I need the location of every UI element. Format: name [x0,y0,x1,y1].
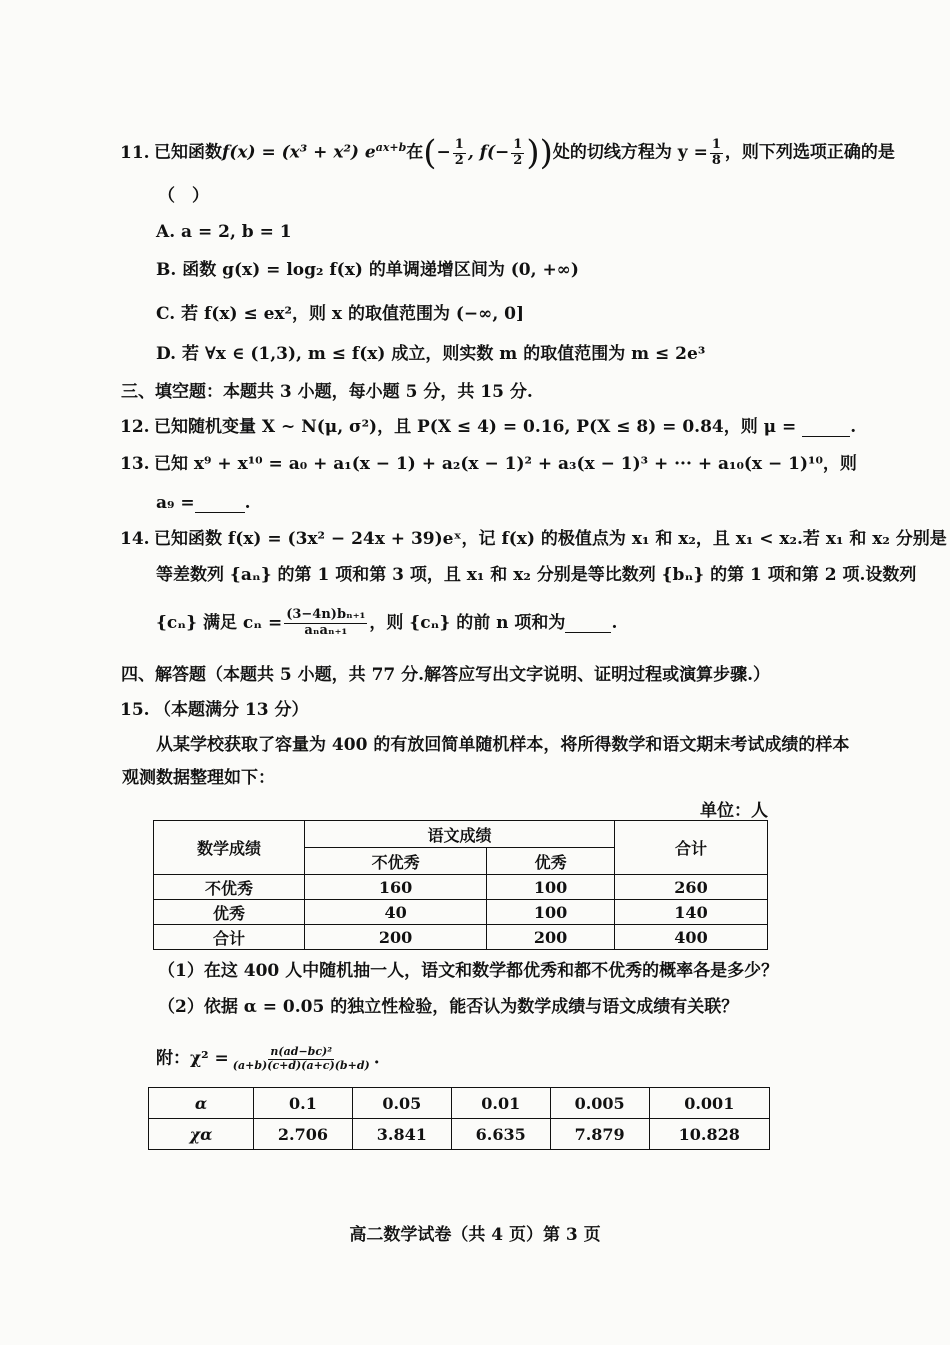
q14-line3-post: ，则 {cₙ} 的前 n 项和为 [369,612,566,633]
q12 [120,419,856,437]
table-cell: 200 [305,925,487,950]
q14-end: . [611,612,618,633]
q14-line2: 等差数列 {aₙ} 的第 1 项和第 3 项，且 x₁ 和 x₂ 分别是等比数列 {bₙ} 的第 1 项和第 2 项.设数列 [156,565,917,585]
q11-point-fy-fraction [511,138,524,169]
q15-sub-question-1: （1）在这 400 人中随机抽一人，语文和数学都优秀和都不优秀的概率各是多少？ [158,961,779,981]
chi-square-formula [156,1046,380,1072]
q15-paragraph-2: 观测数据整理如下： [122,768,275,788]
header-total: 合计 [615,821,768,875]
q11-stem [120,133,895,173]
table-cell: 140 [615,900,768,925]
table-cell: 0.01 [451,1088,550,1119]
q14-answer-blank[interactable] [565,615,611,633]
q13-end: . [244,493,251,513]
table-cell: 160 [305,875,487,900]
table-cell: 7.879 [550,1119,649,1150]
q11-point-x-num: 1 [454,136,464,152]
q11-at: 在 [406,142,424,163]
table-cell: 3.841 [352,1119,451,1150]
q12-number: 12. [120,417,150,437]
table-cell: 0.001 [649,1088,769,1119]
contingency-table [153,820,768,950]
q15-sub-question-2: （2）依据 α = 0.05 的独立性检验，能否认为数学成绩与语文成绩有关联？ [158,997,739,1017]
q14-cn-fraction [284,608,367,639]
q11-tangent-den: 8 [711,152,721,168]
table-cell: 400 [615,925,768,950]
q11-point-mid: , f(− [467,142,510,163]
q12-end: . [850,417,857,437]
q13-number: 13. [120,454,150,474]
q12-text: 已知随机变量 X ~ N(μ, σ²)，且 P(X ≤ 4) = 0.16, P(X ≤ 8) = 0.84，则 μ = [154,417,797,437]
subheader-not-excellent: 不优秀 [305,848,487,875]
q13 [120,456,857,473]
q11-point-x-sign: − [436,142,451,163]
q11-point-fy-num: 1 [513,136,523,152]
chi-label: χα [149,1119,254,1150]
q14-line3-pre: {cₙ} 满足 cₙ = [156,612,283,633]
table-cell: 0.1 [254,1088,353,1119]
q12-answer-blank[interactable] [802,419,850,437]
q13-text: 已知 x⁹ + x¹⁰ = a₀ + a₁(x − 1) + a₂(x − 1)² + a₃(x − 1)³ + ··· + a₁₀(x − 1)¹⁰，则 [154,454,857,474]
q11-exponent: ax+b [375,140,407,154]
q11-stem-pre: 已知函数 [154,142,222,163]
page-footer: 高二数学试卷（共 4 页）第 3 页 [349,1225,601,1245]
alpha-label: α [149,1088,254,1119]
q11-option-c: C. 若 f(x) ≤ ex²，则 x 的取值范围为 (−∞, 0] [156,304,525,324]
q11-tangent-text: 处的切线方程为 y = [552,142,708,163]
section-4-heading: 四、解答题（本题共 5 小题，共 77 分.解答应写出文字说明、证明过程或演算步骤.） [121,665,770,685]
row-label: 不优秀 [154,875,305,900]
formula-den: (a+b)(c+d)(a+c)(b+d) [232,1058,370,1072]
table-row [154,875,768,900]
chi-row [149,1119,770,1150]
q14-line1-text: 已知函数 f(x) = (3x² − 24x + 39)eˣ，记 f(x) 的极值点为 x₁ 和 x₂，且 x₁ < x₂.若 x₁ 和 x₂ 分别是 [154,529,947,549]
q13-line2 [156,495,251,513]
table-cell: 6.635 [451,1119,550,1150]
q11-number: 11. [120,142,150,163]
formula-num: n(ad−bc)² [270,1045,333,1058]
q15-points: （本题满分 13 分） [154,700,309,720]
q11-function: f(x) = (x³ + x²) e [222,142,376,163]
q15-paragraph-1: 从某学校获取了容量为 400 的有放回简单随机样本，将所得数学和语文期末考试成绩的样本 [156,735,850,755]
alpha-row [149,1088,770,1119]
q11-option-b: B. 函数 g(x) = log₂ f(x) 的单调递增区间为 (0, +∞) [156,260,579,280]
row-label: 优秀 [154,900,305,925]
q11-point-close: )) [526,133,553,173]
chi-square-critical-table [148,1087,770,1150]
table-cell: 260 [615,875,768,900]
header-math-score: 数学成绩 [154,821,305,875]
q11-point-fy-den: 2 [513,152,523,168]
row-label: 合计 [154,925,305,950]
q11-tangent-fraction [710,138,723,169]
subheader-excellent: 优秀 [487,848,615,875]
table-cell: 0.005 [550,1088,649,1119]
q14-line1 [120,531,947,548]
table-cell: 10.828 [649,1119,769,1150]
table-cell: 100 [487,875,615,900]
q15-header [120,702,309,719]
q11-point-open: ( [423,133,437,173]
q11-option-d: D. 若 ∀x ∈ (1,3), m ≤ f(x) 成立，则实数 m 的取值范围为 m ≤ 2e³ [156,344,706,364]
table-cell: 200 [487,925,615,950]
table-cell: 0.05 [352,1088,451,1119]
table-header-row [154,821,768,848]
q11-tangent-num: 1 [711,136,721,152]
table-cell: 100 [487,900,615,925]
q11-point-x-fraction [453,138,466,169]
q15-number: 15. [120,700,150,720]
q14-cn-num: (3−4n)bₙ₊₁ [286,607,366,622]
q14-cn-den: aₙaₙ₊₁ [304,622,348,638]
formula-pre: 附：χ² = [156,1048,229,1069]
table-cell: 2.706 [254,1119,353,1150]
q13-answer-blank[interactable] [195,495,245,513]
table-cell: 40 [305,900,487,925]
q11-option-a: A. a = 2, b = 1 [156,222,292,242]
header-chinese-score: 语文成绩 [305,821,615,848]
q13-a9-label: a₉ = [156,493,195,513]
formula-end: . [373,1048,380,1069]
q11-answer-paren: （ ） [158,186,209,206]
table-row [154,900,768,925]
q15-unit: 单位：人 [700,801,768,821]
section-3-heading: 三、填空题：本题共 3 小题，每小题 5 分，共 15 分. [121,382,533,402]
q11-stem-post: ，则下列选项正确的是 [724,142,895,163]
table-row [154,925,768,950]
q11-point-x-den: 2 [454,152,464,168]
formula-fraction [231,1046,372,1072]
q14-line3 [156,608,617,639]
q14-number: 14. [120,529,150,549]
